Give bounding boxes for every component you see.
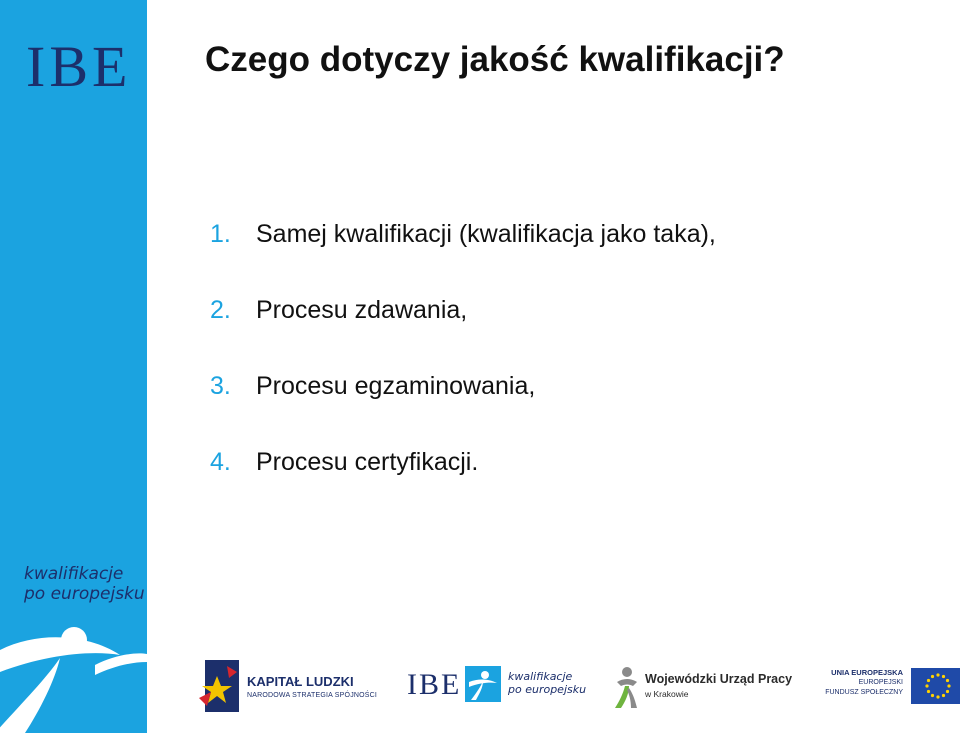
list-text: Procesu certyfikacji. bbox=[256, 448, 479, 476]
wup-figure-icon bbox=[613, 666, 641, 710]
list-text: Procesu zdawania, bbox=[256, 296, 468, 324]
footer-logo-bar bbox=[195, 650, 960, 720]
kapital-ludzki-name: KAPITAŁ LUDZKI bbox=[247, 674, 354, 689]
ibe-kpe-logo bbox=[407, 650, 587, 720]
eu-line3: FUNDUSZ SPOŁECZNY bbox=[825, 689, 903, 696]
list-item bbox=[210, 448, 716, 524]
ibe-small-logo-text: IBE bbox=[407, 668, 462, 701]
list-item bbox=[210, 296, 716, 372]
list-item bbox=[210, 220, 716, 296]
quality-list bbox=[210, 220, 716, 524]
sidebar-tagline-line2: po europejsku bbox=[24, 584, 145, 604]
wup-city: w Krakowie bbox=[645, 689, 689, 699]
kapital-ludzki-subtitle: NARODOWA STRATEGIA SPÓJNOŚCI bbox=[247, 692, 378, 699]
sidebar bbox=[0, 0, 147, 733]
sidebar-tagline bbox=[24, 564, 145, 604]
ibe-logo: IBE bbox=[26, 34, 132, 99]
ibe-small-tagline-line2: po europejsku bbox=[508, 683, 587, 696]
list-number: 1. bbox=[210, 220, 231, 248]
ibe-figure-icon bbox=[465, 666, 501, 702]
list-number: 3. bbox=[210, 372, 231, 400]
eu-text bbox=[825, 668, 903, 698]
eu-flag-icon bbox=[911, 668, 960, 704]
list-number: 2. bbox=[210, 296, 231, 324]
ibe-small-tagline bbox=[508, 670, 586, 696]
eu-logo bbox=[805, 650, 960, 720]
sidebar-tagline-line1: kwalifikacje bbox=[24, 564, 124, 584]
eu-line2: EUROPEJSKI bbox=[858, 679, 903, 686]
list-item bbox=[210, 372, 716, 448]
figure-swoosh-icon bbox=[0, 610, 147, 733]
list-text: Procesu egzaminowania, bbox=[256, 372, 536, 400]
ibe-small-tagline-line1: kwalifikacje bbox=[508, 670, 573, 683]
kapital-ludzki-logo bbox=[195, 650, 378, 720]
wup-name: Wojewódzki Urząd Pracy bbox=[645, 672, 793, 686]
list-number: 4. bbox=[210, 448, 231, 476]
kapital-ludzki-star-icon bbox=[197, 658, 243, 718]
list-text: Samej kwalifikacji (kwalifikacja jako taka), bbox=[256, 220, 716, 248]
wup-logo bbox=[613, 650, 813, 720]
slide-title: Czego dotyczy jakość kwalifikacji? bbox=[205, 40, 785, 79]
eu-line1: UNIA EUROPEJSKA bbox=[831, 668, 903, 677]
